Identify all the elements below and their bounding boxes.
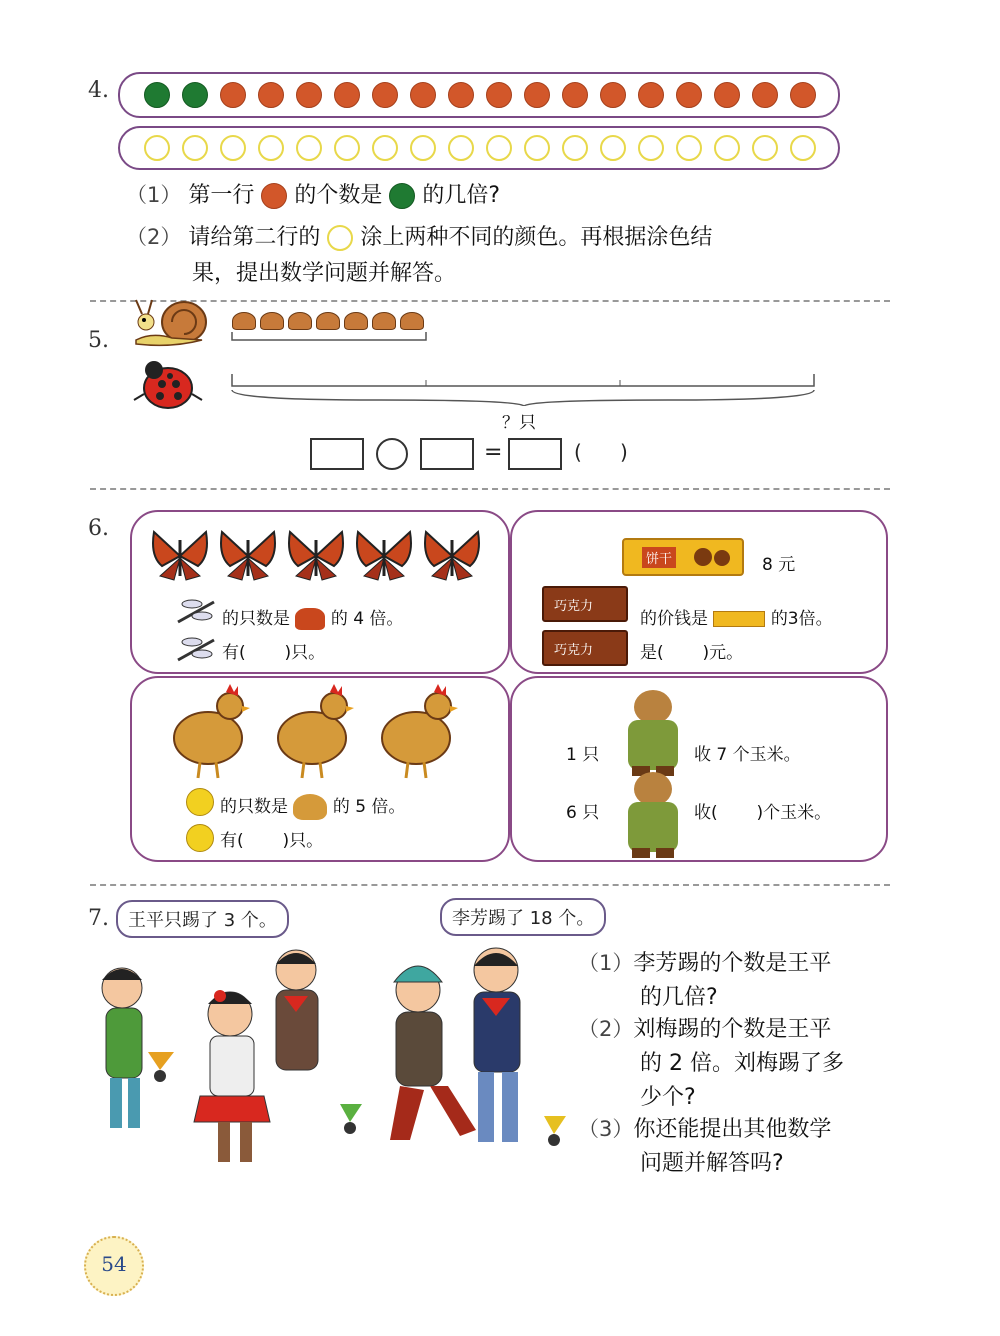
bear-icon [622, 690, 684, 776]
yellow-circle[interactable] [790, 135, 816, 161]
p7-q2-c: 少个? [640, 1085, 696, 1110]
shuttlecock-icon [340, 1104, 362, 1134]
yellow-circle[interactable] [714, 135, 740, 161]
yellow-circle[interactable] [182, 135, 208, 161]
orange-dot [790, 82, 816, 108]
yellow-circle[interactable] [562, 135, 588, 161]
chocolate-box-icon [542, 586, 628, 622]
box1-line2 [222, 638, 325, 663]
orange-dot [486, 82, 512, 108]
q1-text-a: 第一行 [188, 183, 255, 208]
p7-q3-prefix: （3） [578, 1117, 634, 1141]
page-number-badge [84, 1236, 144, 1296]
p7-q1-b: 的几倍? [640, 985, 718, 1010]
p7-q2-b: 的 2 倍。刘梅踢了多 [640, 1051, 844, 1076]
box1-line1-b: 的 4 倍。 [330, 609, 404, 629]
snail-row [232, 310, 427, 330]
yellow-circle[interactable] [334, 135, 360, 161]
problem-7-q2 [578, 1012, 844, 1115]
orange-dot [752, 82, 778, 108]
divider-2 [90, 488, 890, 490]
yellow-circle[interactable] [410, 135, 436, 161]
problem-7-number: 7. [88, 906, 109, 931]
snail-icon [260, 312, 284, 330]
biscuit-pack-icon [622, 538, 744, 576]
operator-circle[interactable] [376, 438, 408, 470]
butterfly-small-icon [295, 608, 325, 630]
box4-line2-b: 收( [694, 803, 718, 823]
yellow-circle[interactable] [144, 135, 170, 161]
yellow-circle-icon [327, 225, 353, 251]
problem-7-q3 [578, 1112, 831, 1181]
snail-icon [132, 292, 212, 348]
green-dot-icon [389, 183, 415, 209]
problem-4-number: 4. [88, 78, 109, 103]
orange-dot [524, 82, 550, 108]
box2-line1 [640, 604, 833, 629]
dragonfly-icon [174, 634, 220, 664]
box3-line1-b: 的 5 倍。 [332, 797, 406, 817]
hen-small-icon [293, 794, 327, 820]
box3-line1 [220, 792, 405, 820]
unit-parens: ( ) [574, 440, 628, 464]
snail-icon [232, 312, 256, 330]
bear-icon [622, 772, 684, 858]
box3-line2-b: )只。 [282, 831, 324, 851]
p7-q1-prefix: （1） [578, 951, 634, 975]
page-number: 54 [101, 1252, 127, 1276]
q2-prefix: （2） [126, 225, 182, 249]
speech-bubble-lifang: 李芳踢了 18 个。 [440, 898, 606, 936]
butterfly-icon [150, 526, 210, 584]
orange-dot [410, 82, 436, 108]
chocolate-box-icon [542, 630, 628, 666]
snail-icon [316, 312, 340, 330]
green-dot [182, 82, 208, 108]
box2-line1-a: 的价钱是 [640, 609, 708, 629]
box3-line2-a: 有( [220, 831, 244, 851]
yellow-circle[interactable] [638, 135, 664, 161]
box2-line2-a: 是( [640, 643, 664, 663]
snail-icon [288, 312, 312, 330]
yellow-circle[interactable] [448, 135, 474, 161]
snail-icon [372, 312, 396, 330]
hen-icon [272, 684, 356, 780]
box3-line1-a: 的只数是 [220, 797, 288, 817]
box2-line2-b: )元。 [702, 643, 744, 663]
box4-line2-a: 6 只 [566, 803, 600, 823]
hen-icon [168, 684, 252, 780]
yellow-circle[interactable] [486, 135, 512, 161]
row2-frame [118, 126, 840, 170]
problem-4-q1 [126, 178, 500, 209]
answer-box-2[interactable] [420, 438, 474, 470]
ladybug-icon [132, 354, 204, 414]
yellow-circle[interactable] [676, 135, 702, 161]
q1-text-b: 的个数是 [294, 183, 383, 208]
dragonfly-icon [174, 596, 220, 626]
ladybug-bracket [228, 372, 818, 406]
speech-bubble-wangping: 王平只踢了 3 个。 [116, 900, 289, 938]
shuttlecock-icon [544, 1116, 566, 1146]
butterfly-icon [218, 526, 278, 584]
box3-line2 [220, 826, 323, 851]
yellow-circle[interactable] [372, 135, 398, 161]
q1-prefix: （1） [126, 183, 182, 207]
orange-dot [334, 82, 360, 108]
chocolate-label: 巧克力 [554, 643, 594, 658]
p7-q1-a: 李芳踢的个数是王平 [633, 951, 832, 976]
biscuit-price: 8 元 [762, 555, 796, 575]
yellow-circle[interactable] [220, 135, 246, 161]
yellow-circle[interactable] [296, 135, 322, 161]
orange-dot [258, 82, 284, 108]
hen-row [168, 684, 488, 780]
yellow-circle[interactable] [524, 135, 550, 161]
p7-q3-b: 问题并解答吗? [640, 1151, 784, 1176]
q1-text-c: 的几倍? [422, 183, 501, 208]
box-bears [510, 676, 888, 862]
yellow-circle[interactable] [600, 135, 626, 161]
orange-dot [296, 82, 322, 108]
box2-line2 [640, 638, 743, 663]
p7-q2-prefix: （2） [578, 1017, 634, 1041]
problem-4-q2-cont: 果，提出数学问题并解答。 [192, 261, 457, 286]
orange-dot [448, 82, 474, 108]
yellow-circle[interactable] [752, 135, 778, 161]
box2-line1-b: 的3倍。 [770, 609, 833, 629]
answer-box-1[interactable] [310, 438, 364, 470]
snail-icon [400, 312, 424, 330]
butterfly-icon [354, 526, 414, 584]
children-kicking-shuttlecock-illustration [70, 940, 580, 1190]
butterfly-icon [422, 526, 482, 584]
orange-dot-icon [261, 183, 287, 209]
chocolate-label: 巧克力 [554, 599, 594, 614]
box1-line2-b: )只。 [284, 643, 326, 663]
problem-7-q1 [578, 946, 831, 1015]
divider-3 [90, 884, 890, 886]
biscuit-label: 饼干 [642, 547, 676, 568]
orange-dot [372, 82, 398, 108]
shuttlecock-icon [148, 1052, 174, 1082]
orange-dot [600, 82, 626, 108]
yellow-circle[interactable] [258, 135, 284, 161]
green-dot [144, 82, 170, 108]
orange-dot [220, 82, 246, 108]
equals-sign: = [484, 440, 503, 465]
orange-dot [638, 82, 664, 108]
box4-line2 [694, 798, 831, 823]
snail-bracket [230, 330, 430, 344]
snail-icon [344, 312, 368, 330]
row1-frame [118, 72, 840, 118]
box1-line1-a: 的只数是 [222, 609, 290, 629]
box1-line2-a: 有( [222, 643, 246, 663]
answer-box-3[interactable] [508, 438, 562, 470]
butterfly-row [150, 526, 490, 586]
q2-text-b: 涂上两种不同的颜色。再根据涂色结 [360, 225, 713, 250]
box1-line1 [222, 604, 403, 630]
p7-q2-a: 刘梅踢的个数是王平 [633, 1017, 832, 1042]
problem-6-number: 6. [88, 516, 109, 541]
problem-5-number: 5. [88, 328, 109, 353]
problem-4-q2 [126, 220, 712, 251]
box4-line1-b: 收 7 个玉米。 [694, 745, 801, 765]
chick-icon [186, 824, 214, 852]
orange-dot [676, 82, 702, 108]
box4-line2-c: )个玉米。 [756, 803, 832, 823]
orange-dot [562, 82, 588, 108]
biscuit-small-icon [713, 611, 765, 627]
orange-dot [714, 82, 740, 108]
box4-line1-a: 1 只 [566, 745, 600, 765]
question-label: ？只 [502, 413, 536, 433]
p7-q3-a: 你还能提出其他数学 [633, 1117, 832, 1142]
chick-icon [186, 788, 214, 816]
q2-text-a: 请给第二行的 [188, 225, 321, 250]
butterfly-icon [286, 526, 346, 584]
hen-icon [376, 684, 460, 780]
